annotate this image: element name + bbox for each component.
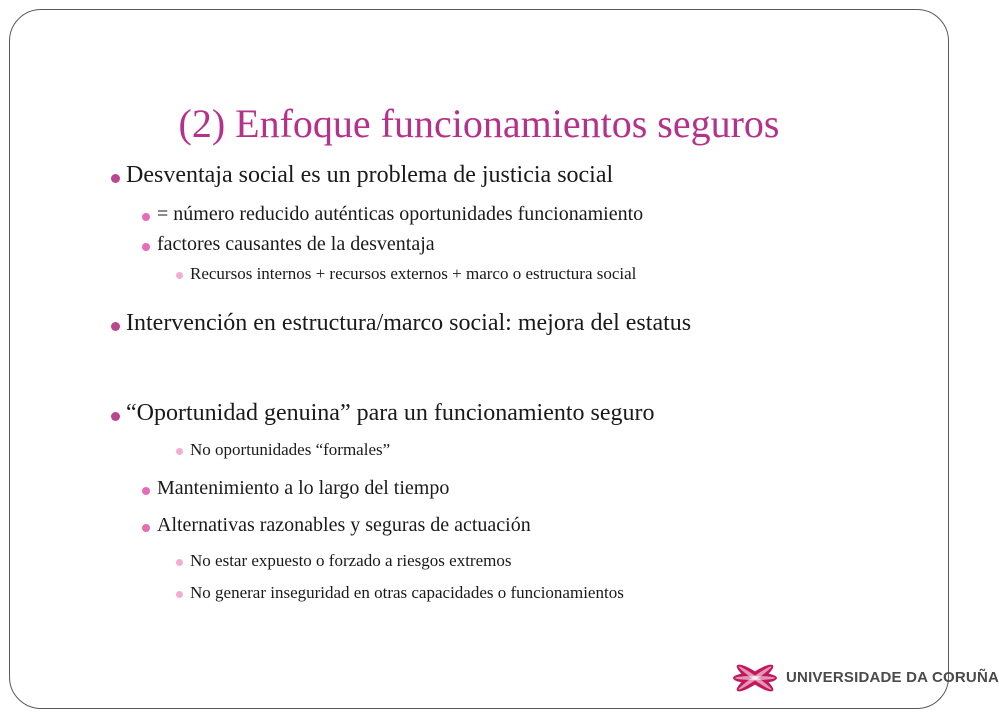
bullet-dot [142, 243, 150, 251]
university-logo [728, 660, 999, 696]
bullet-dot [176, 272, 183, 279]
bullet-text: Alternativas razonables y seguras de actuación [157, 514, 531, 536]
bullet-dot [142, 487, 150, 495]
bullet-dot [111, 322, 120, 331]
bullet-text: factores causantes de la desventaja [157, 233, 435, 255]
slide-frame [9, 9, 999, 709]
bullet-text: = número reducido auténticas oportunidades funcionamiento [157, 203, 644, 225]
bullet-text: “Oportunidad genuina” para un funcionamiento seguro [126, 400, 655, 426]
bullet-text: Mantenimiento a lo largo del tiempo [157, 477, 450, 499]
bullet-text: No generar inseguridad en otras capacidades o funcionamientos [190, 583, 624, 602]
bullet-text: Desventaja social es un problema de justicia social [126, 162, 614, 188]
bullet-dot [142, 524, 150, 532]
bullet-dot [111, 174, 120, 183]
bullet-dot [142, 213, 150, 221]
slide-title: (2) Enfoque funcionamientos seguros [178, 101, 780, 146]
bullet-text: Recursos internos + recursos externos + marco o estructura social [190, 264, 637, 283]
university-logo-text: UNIVERSIDADE DA CORUÑA [786, 669, 999, 686]
bullet-dot [176, 559, 183, 566]
bullet-text: No estar expuesto o forzado a riesgos extremos [190, 551, 512, 570]
university-emblem-icon [728, 660, 782, 696]
bullet-dot [176, 448, 183, 455]
bullet-dot [176, 591, 183, 598]
bullet-text: No oportunidades “formales” [190, 440, 391, 459]
bullet-dot [111, 412, 120, 421]
bullet-text: Intervención en estructura/marco social: mejora del estatus [126, 310, 692, 336]
bullet-list [10, 10, 948, 708]
